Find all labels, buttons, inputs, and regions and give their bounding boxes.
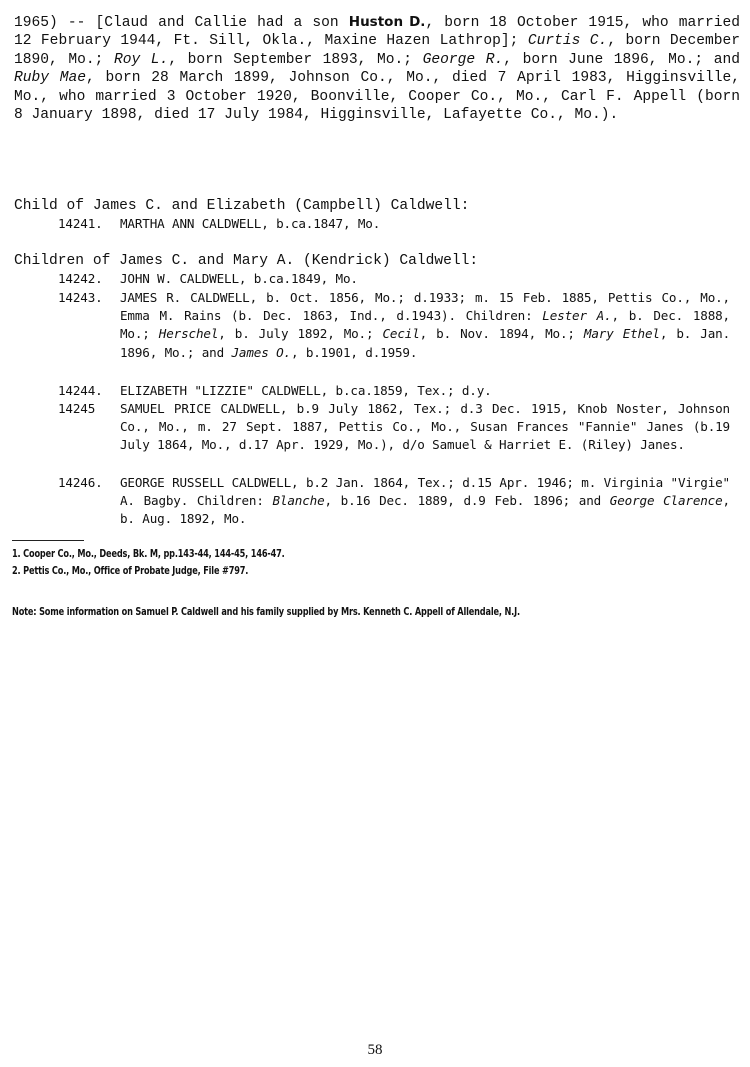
text-run: , born September 1893, Mo.; — [168, 51, 423, 68]
text-run: , born 28 March 1899, Johnson Co., Mo., died 7 April 1983, Higginsville, Mo., who married 3 October 1920, Boonville, Cooper Co., Mo., Carl F. Appell (born 8 January 1898, died 17 July 1984, Higginsville, Lafayette Co., Mo.). — [14, 70, 740, 124]
footnote: 2. Pettis Co., Mo., Office of Probate Judge, File #797. — [12, 565, 249, 577]
entry-number: 14245 — [58, 401, 96, 416]
genealogy-entry — [58, 215, 730, 233]
entry-text: SAMUEL PRICE CALDWELL, b.9 July 1862, Tex.; d.3 Dec. 1915, Knob Noster, Johnson Co., Mo., m. 27 Sept. 1887, Pettis Co., Mo., Susan Frances "Fannie" Janes (b.19 July 1864, Mo., d.17 Apr. 1929, Mo.), d/o Samuel & Harriet E. (Riley) Janes. — [120, 401, 730, 453]
genealogy-entry — [58, 474, 730, 529]
text-run: , born December 1890, Mo.; — [14, 33, 740, 68]
text-run: 1965) -- [Claud and Callie had a son — [14, 15, 349, 31]
text-run: , born 18 October 1915, who married 12 February 1944, Ft. Sill, Okla., Maxine Hazen Lathrop]; — [14, 15, 740, 50]
child-name: Blanche — [272, 493, 325, 509]
text-run: GEORGE RUSSELL CALDWELL, b.2 Jan. 1864, Tex.; d.15 Apr. 1946; m. Virginia "Virgie" A. Bagby. Children: — [120, 475, 730, 509]
source-note: Note: Some information on Samuel P. Caldwell and his family supplied by Mrs. Kenneth C. Appell of Allendale, N.J. — [12, 606, 520, 618]
genealogy-entry — [58, 289, 730, 362]
entry-number: 14241. — [58, 216, 103, 231]
genealogy-entry — [58, 270, 730, 288]
child-name: Lester A. — [542, 308, 612, 324]
child-name: Cecil — [382, 326, 420, 342]
genealogy-entry — [58, 382, 730, 400]
text-run: , b.16 Dec. 1889, d.9 Feb. 1896; and — [324, 493, 610, 509]
entry-text — [120, 474, 730, 529]
child-name-curtis: Curtis C. — [527, 33, 608, 50]
section-heading: Children of James C. and Mary A. (Kendrick) Caldwell: — [14, 253, 479, 269]
entry-number: 14242. — [58, 271, 103, 286]
text-run: , born June 1896, Mo.; and — [503, 51, 741, 68]
text-run: , b. Aug. 1892, Mo. — [120, 493, 730, 527]
child-name: Herschel — [158, 326, 219, 342]
entry-number: 14246. — [58, 475, 103, 490]
footnote: 1. Cooper Co., Mo., Deeds, Bk. M, pp.143-44, 144-45, 146-47. — [12, 548, 285, 560]
genealogy-entry — [58, 400, 730, 455]
section-heading: Child of James C. and Elizabeth (Campbell) Caldwell: — [14, 198, 470, 214]
entry-number: 14243. — [58, 290, 103, 305]
entry-number: 14244. — [58, 383, 103, 398]
child-name: George Clarence — [609, 493, 723, 509]
text-run: JAMES R. CALDWELL, b. Oct. 1856, Mo.; d.1933; m. 15 Feb. 1885, Pettis Co., Mo., Emma M. Rains (b. Dec. 1863, Ind., d.1943). Children: — [120, 290, 730, 324]
child-name-ruby: Ruby Mae — [14, 70, 87, 87]
footnote-divider — [12, 540, 84, 541]
entry-text: ELIZABETH "LIZZIE" CALDWELL, b.ca.1859, Tex.; d.y. — [120, 383, 492, 398]
child-name-roy: Roy L. — [113, 51, 169, 68]
child-name-george: George R. — [422, 51, 504, 68]
child-name: Mary Ethel — [583, 326, 660, 342]
text-run: , b. Nov. 1894, Mo.; — [419, 326, 584, 342]
text-run: , b. Jan. 1896, Mo.; and — [120, 326, 731, 360]
entry-text: MARTHA ANN CALDWELL, b.ca.1847, Mo. — [120, 216, 381, 231]
entry-text: JOHN W. CALDWELL, b.ca.1849, Mo. — [120, 271, 358, 286]
text-run: , b.1901, d.1959. — [290, 344, 418, 360]
continuation-paragraph — [14, 13, 740, 124]
child-name: James O. — [231, 344, 291, 360]
page-number: 58 — [367, 1042, 383, 1058]
text-run: , b. Dec. 1888, Mo.; — [120, 308, 730, 342]
text-run: , b. July 1892, Mo.; — [218, 326, 383, 342]
child-name-huston: Huston D. — [348, 14, 426, 30]
entry-text — [120, 289, 730, 362]
